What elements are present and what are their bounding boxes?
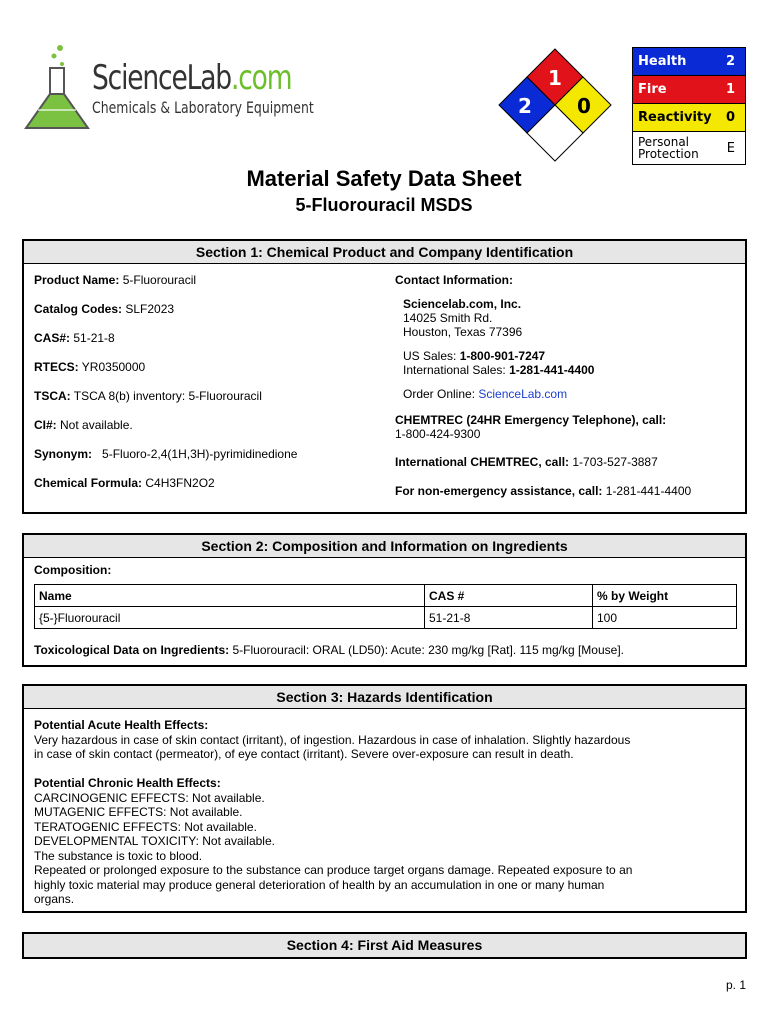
section-4 [22,932,747,959]
section-4-heading: Section 4: First Aid Measures [24,934,745,957]
flask-icon [20,44,90,134]
international-chemtrec: International CHEMTREC, call: 1-703-527-3887 [395,455,658,469]
ingredients-table [34,584,737,629]
company-address [395,297,745,401]
contact-label: Contact Information: [395,273,513,287]
section-2 [22,533,747,667]
chemtrec-label: CHEMTREC (24HR Emergency Telephone), call: [395,413,667,427]
acute-effects-label: Potential Acute Health Effects: [34,718,209,732]
order-online: Order Online: ScienceLab.com [403,387,568,401]
section-1 [22,239,747,514]
table-row [35,607,737,629]
ingredient-cas: 51-21-8 [425,607,593,629]
ingredient-name: {5-}Fluorouracil [35,607,425,629]
company-name: Sciencelab.com, Inc. [403,297,522,311]
chronic-effects-line: TERATOGENIC EFFECTS: Not available. [34,819,257,834]
hmis-health-row: Health 2 [633,48,745,76]
composition-label: Composition: [34,563,112,577]
chronic-effects-line: DEVELOPMENTAL TOXICITY: Not available. [34,834,275,848]
us-sales: US Sales: 1-800-901-7247 [403,349,546,363]
sciencelab-logo[interactable] [20,44,314,134]
catalog-codes: Catalog Codes: SLF2023 [34,302,175,316]
hazards-text [34,718,734,907]
logo-wordmark: ScienceLab.com [92,58,292,98]
logo-tagline: Chemicals & Laboratory Equipment [92,98,314,117]
order-online-link[interactable]: ScienceLab.com [478,387,568,401]
chemical-formula: Chemical Formula: C4H3FN2O2 [34,476,215,490]
chemtrec-phone: 1-800-424-9300 [395,427,481,441]
section-3 [22,684,747,913]
cas-number: CAS#: 51-21-8 [34,331,115,345]
hmis-ppe-row: Personal Protection E [633,132,745,164]
product-details [34,273,384,490]
synonym: Synonym: 5-Fluoro-2,4(1H,3H)-pyrimidinedione [34,447,298,461]
non-emergency-assistance: For non-emergency assistance, call: 1-281-441-4400 [395,484,692,498]
chronic-effects-line: highly toxic material may produce general deterioration of health by an accumulation in one or many human [34,877,605,892]
table-header-row [35,585,737,607]
chronic-effects-line: The substance is toxic to blood. [34,848,203,863]
nfpa-diamond [498,48,612,162]
product-name: Product Name: 5-Fluorouracil [34,273,197,287]
hmis-rating-table [632,47,746,165]
chronic-effects-line: CARCINOGENIC EFFECTS: Not available. [34,790,265,805]
tsca: TSCA: TSCA 8(b) inventory: 5-Fluorouracil [34,389,262,403]
contact-details [395,273,745,498]
chronic-effects-label: Potential Chronic Health Effects: [34,776,221,790]
hmis-fire-row: Fire 1 [633,76,745,104]
section-1-heading: Section 1: Chemical Product and Company Identification [24,241,745,264]
page-title: Material Safety Data Sheet [246,166,522,191]
chronic-effects-line: MUTAGENIC EFFECTS: Not available. [34,805,243,819]
column-header-cas: CAS # [425,585,593,607]
acute-effects-line: in case of skin contact (permeator), of eye contact (irritant). Severe over-exposure can result in death. [34,747,574,761]
nfpa-fire: 1 [548,66,562,90]
acute-effects-line: Very hazardous in case of skin contact (irritant), of ingestion. Hazardous in case of inhalation. Slightly hazardous [34,732,631,747]
ci-number: CI#: Not available. [34,418,133,432]
page-subtitle: 5-Fluorouracil MSDS [295,195,473,215]
address-line-1: 14025 Smith Rd. [403,311,493,325]
address-line-2: Houston, Texas 77396 [403,325,523,339]
chronic-effects-line: organs. [34,892,75,906]
section-3-heading: Section 3: Hazards Identification [24,686,745,709]
rtecs: RTECS: YR0350000 [34,360,146,374]
nfpa-health: 2 [518,94,532,118]
hmis-reactivity-row: Reactivity 0 [633,104,745,132]
section-2-heading: Section 2: Composition and Information on Ingredients [24,535,745,558]
nfpa-reactivity: 0 [577,94,591,118]
column-header-name: Name [35,585,425,607]
column-header-weight: % by Weight [593,585,737,607]
ingredient-weight: 100 [593,607,737,629]
page-number: p. 1 [725,978,746,992]
international-sales: International Sales: 1-281-441-4400 [403,363,595,377]
toxicological-data: Toxicological Data on Ingredients: 5-Fluorouracil: ORAL (LD50): Acute: 230 mg/kg [Rat]. 115 mg/kg [Mouse]. [34,643,624,657]
chronic-effects-line: Repeated or prolonged exposure to the substance can produce target organs damage. Repeated exposure to an [34,863,633,877]
